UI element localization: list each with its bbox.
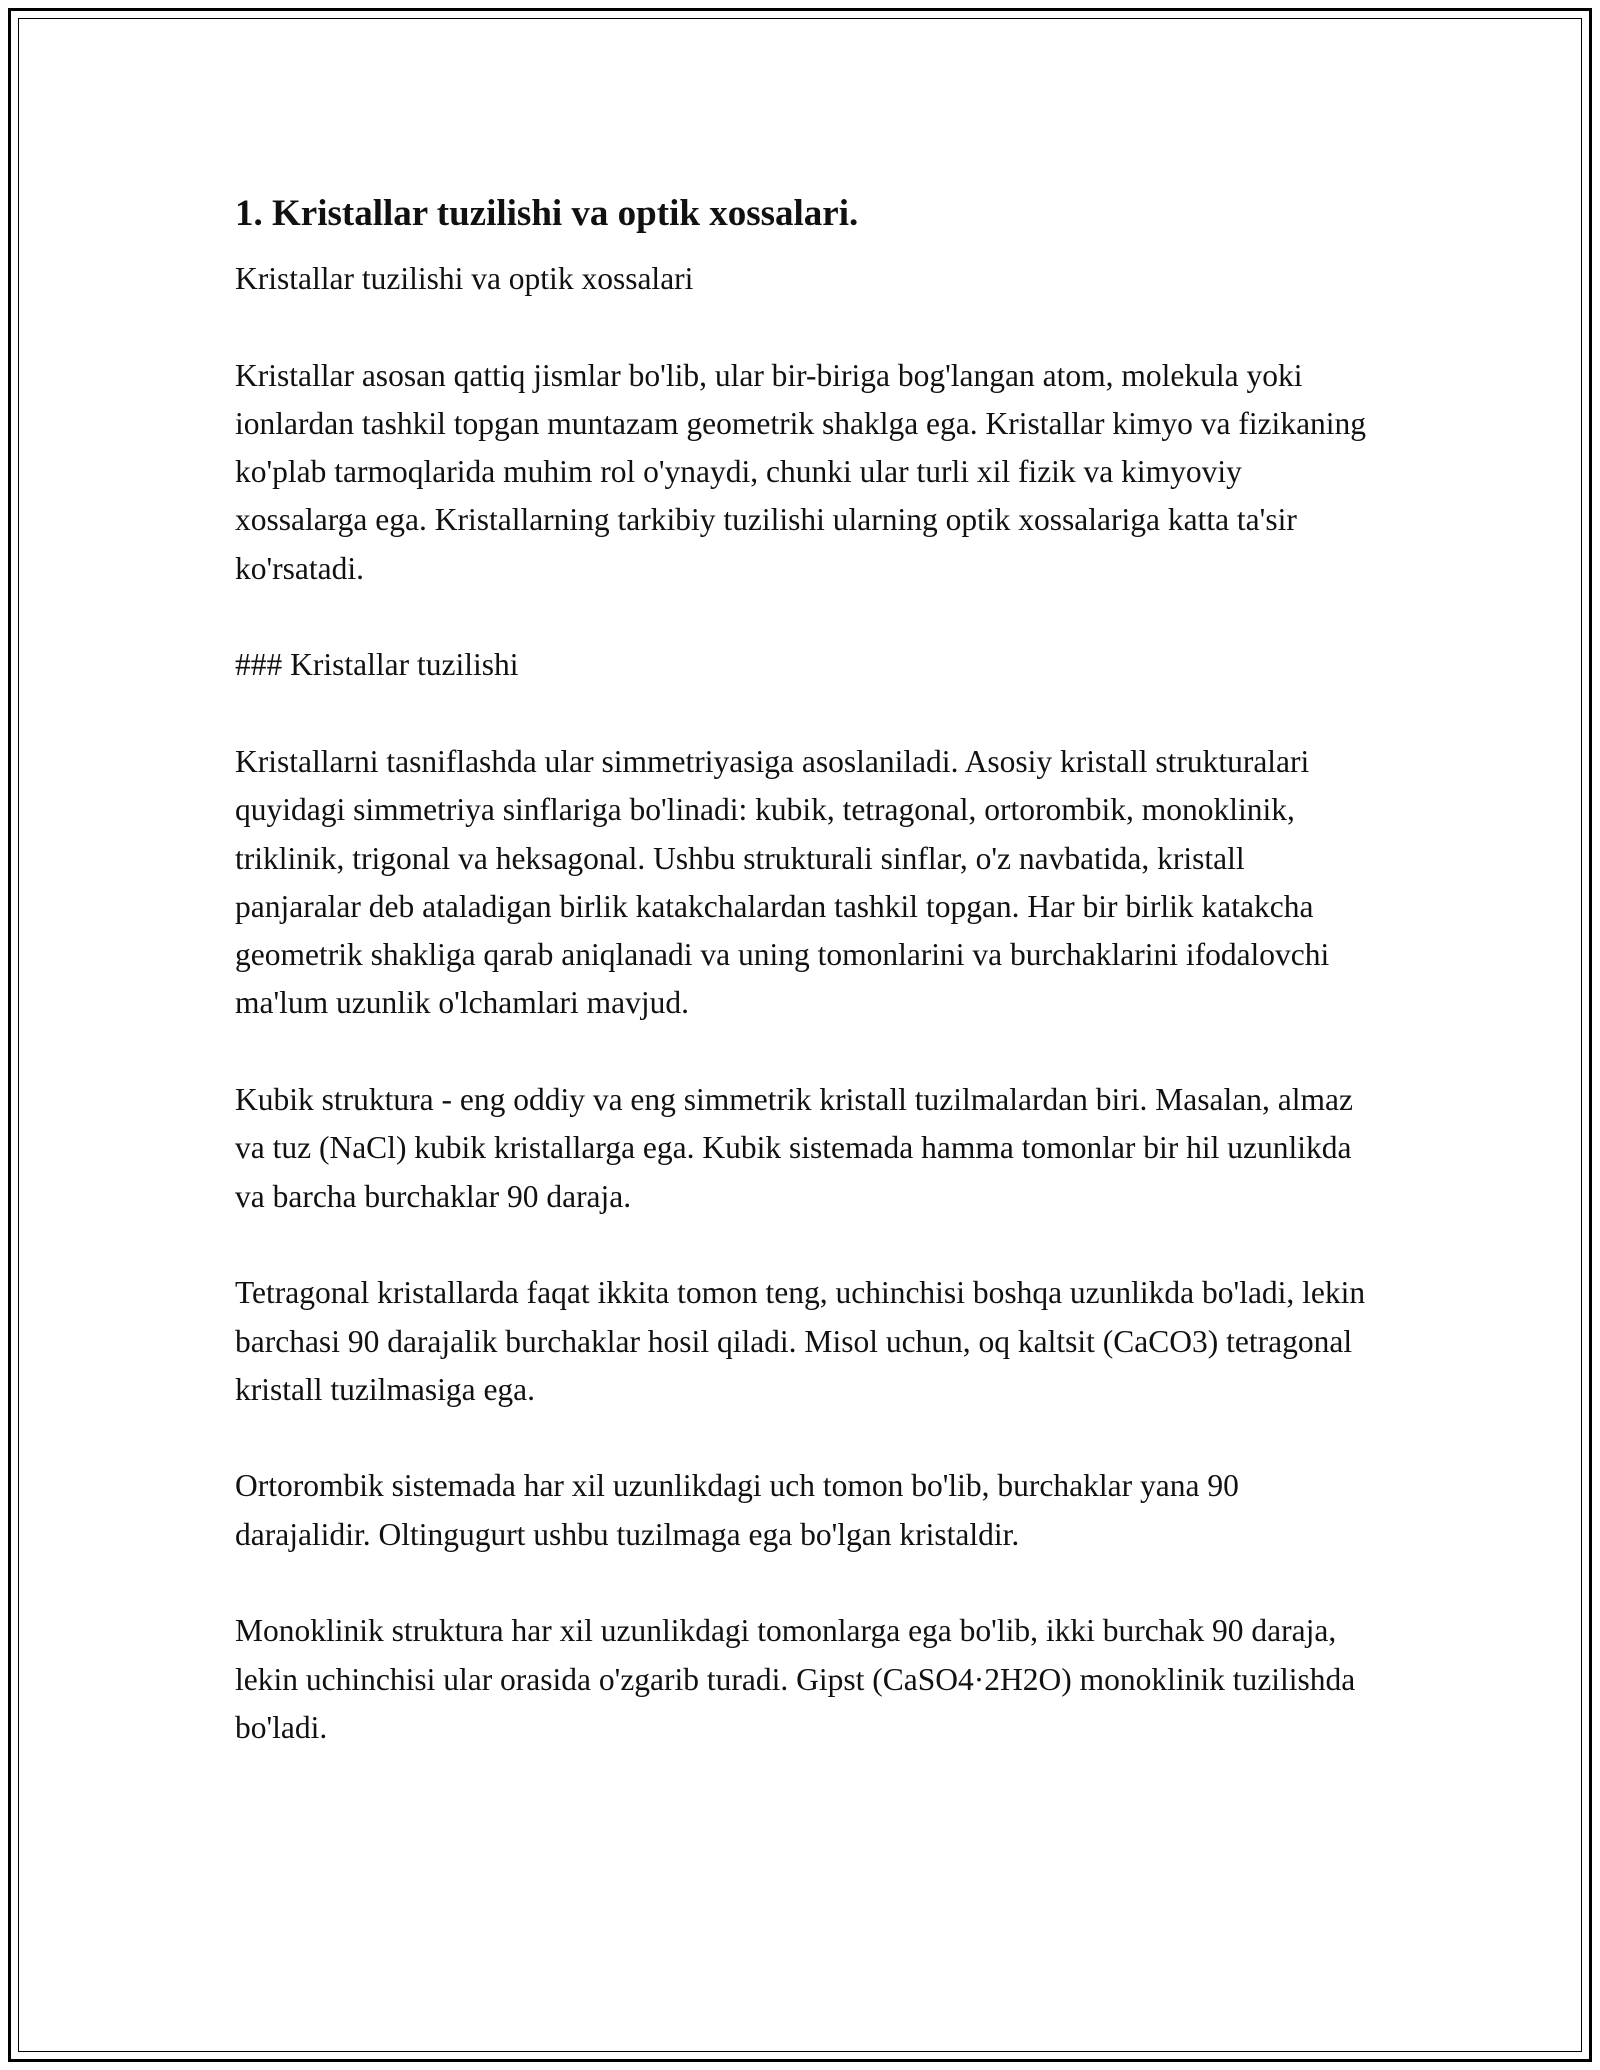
cubic-paragraph: Kubik struktura - eng oddiy va eng simmetrik kristall tuzilmalardan biri. Masalan, almaz va tuz (NaCl) kubik kristallarga ega. Kubik sistemada hamma tomonlar bir hil uzunlikda va barcha burchaklar 90 daraja.: [235, 1082, 1353, 1214]
tetragonal-paragraph: Tetragonal kristallarda faqat ikkita tomon teng, uchinchisi boshqa uzunlikda bo'ladi, lekin barchasi 90 darajalik burchaklar hosil qiladi. Misol uchun, oq kaltsit (CaCO3) tetragonal kristall tuzilmasiga ega.: [235, 1275, 1366, 1407]
classification-paragraph: Kristallarni tasniflashda ular simmetriyasiga asoslaniladi. Asosiy kristall strukturalari quyidagi simmetriya sinflariga bo'linadi: kubik, tetragonal, ortorombik, monoklinik, triklinik, trigonal va heksagonal. Ushbu strukturali sinflar, o'z navbatida, kristall panjaralar deb ataladigan birlik katakchalardan tashkil topgan. Har bir birlik katakcha geometrik shakliga qarab aniqlanadi va uning tomonlarini va burchaklarini ifodalovchi ma'lum uzunlik o'lchamlari mavjud.: [235, 743, 1330, 1021]
intro-paragraph: Kristallar asosan qattiq jismlar bo'lib, ular bir-biriga bog'langan atom, molekula yoki ionlardan tashkil topgan muntazam geometrik shaklga ega. Kristallar kimyo va fizikaning ko'plab tarmoqlarida muhim rol o'ynaydi, chunki ular turli xil fizik va kimyoviy xossalarga ega. Kristallarning tarkibiy tuzilishi ularning optik xossalariga katta ta'sir ko'rsatadi.: [235, 357, 1367, 586]
monoclinic-paragraph: Monoklinik struktura har xil uzunlikdagi tomonlarga ega bo'lib, ikki burchak 90 daraja, lekin uchinchisi ular orasida o'zgarib turadi. Gipst (CaSO4·2H2O) monoklinik tuzilishda bo'ladi.: [235, 1613, 1356, 1745]
document-title: 1. Kristallar tuzilishi va optik xossalari.: [235, 193, 859, 234]
orthorhombic-paragraph: Ortorombik sistemada har xil uzunlikdagi uch tomon bo'lib, burchaklar yana 90 darajalidir. Oltingugurt ushbu tuzilmaga ega bo'lgan kristaldir.: [235, 1468, 1239, 1552]
section-heading-text: ### Kristallar tuzilishi: [235, 647, 519, 683]
subtitle-paragraph: Kristallar tuzilishi va optik xossalari: [235, 261, 694, 296]
document-body: [235, 183, 1375, 1752]
